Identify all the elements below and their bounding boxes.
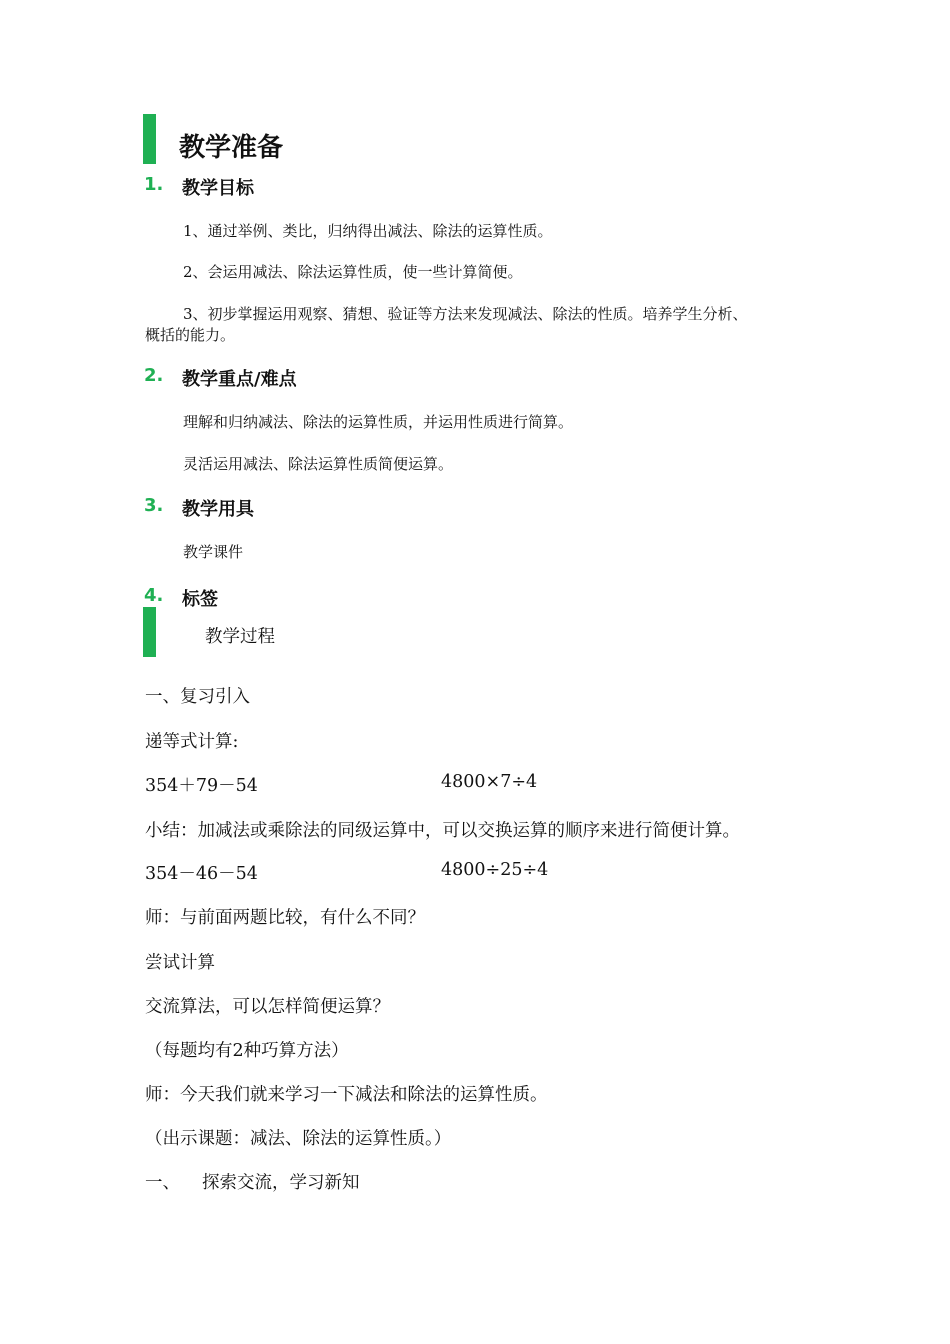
section-marker-bar	[143, 607, 156, 657]
exchange-methods: 交流算法，可以怎样简便运算？	[145, 997, 390, 1017]
try-calc: 尝试计算	[145, 953, 215, 973]
goal-line-3-cont: 概括的能力。	[145, 326, 236, 344]
item-label-goals: 教学目标	[182, 178, 254, 199]
teacher-today: 师：今天我们就来学习一下减法和除法的运算性质。	[145, 1085, 548, 1105]
teacher-question: 师：与前面两题比较，有什么不同？	[145, 908, 425, 928]
expression-1a: 354＋79－54	[145, 776, 258, 796]
goal-line-2: 2、会运用减法、除法运算性质，使一些计算简便。	[183, 263, 523, 281]
item-number-3: 3.	[144, 495, 164, 516]
recursive-calc-label: 递等式计算:	[145, 732, 239, 752]
topic-display: （出示课题：减法、除法的运算性质。）	[145, 1129, 452, 1149]
goal-line-3: 3、初步掌握运用观察、猜想、验证等方法来发现减法、除法的性质。培养学生分析、	[183, 305, 748, 323]
explore-number: 一、	[145, 1173, 180, 1193]
item-number-1: 1.	[144, 174, 164, 195]
item-label-tags: 标签	[182, 589, 218, 610]
goal-line-1: 1、通过举例、类比，归纳得出减法、除法的运算性质。	[183, 222, 553, 240]
expression-2a: 354－46－54	[145, 864, 258, 884]
methods-note: （每题均有2种巧算方法）	[145, 1041, 349, 1061]
expression-2b: 4800÷25÷4	[441, 860, 549, 880]
section-title-prep: 教学准备	[179, 133, 284, 163]
tools-text: 教学课件	[183, 543, 244, 561]
keypoint-line-1: 理解和归纳减法、除法的运算性质，并运用性质进行简算。	[183, 413, 574, 431]
item-label-tools: 教学用具	[182, 499, 254, 520]
keypoint-line-2: 灵活运用减法、除法运算性质简便运算。	[183, 455, 454, 473]
item-number-4: 4.	[144, 585, 164, 606]
item-label-keypoints: 教学重点/难点	[182, 369, 297, 390]
item-number-2: 2.	[144, 365, 164, 386]
explore-heading: 探索交流，学习新知	[202, 1173, 360, 1193]
section-title-process: 教学过程	[205, 627, 275, 647]
summary-text: 小结：加减法或乘除法的同级运算中，可以交换运算的顺序来进行简便计算。	[145, 821, 740, 841]
review-heading: 一、复习引入	[145, 687, 250, 707]
section-marker-bar	[143, 114, 156, 164]
expression-1b: 4800×7÷4	[441, 772, 538, 792]
